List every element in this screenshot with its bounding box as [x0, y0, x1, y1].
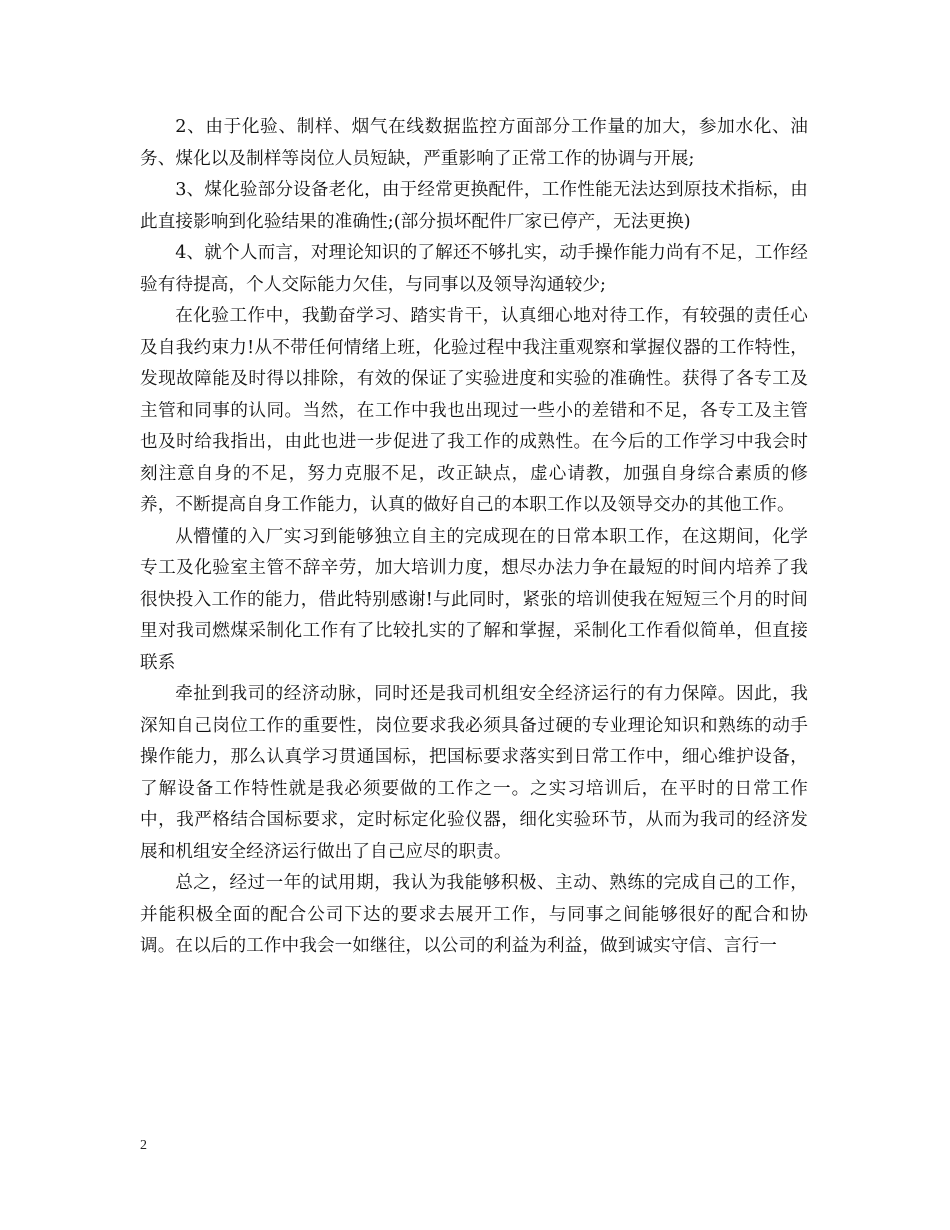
paragraph-2: 3、煤化验部分设备老化，由于经常更换配件，工作性能无法达到原技术指标，由此直接影响到化验结果的准确性;(部分损坏配件厂家已停产，无法更换) — [140, 180, 808, 232]
paragraph-6: 牵扯到我司的经济动脉，同时还是我司机组安全经济运行的有力保障。因此，我深知自己岗位工作的重要性，岗位要求我必须具备过硬的专业理论知识和熟练的动手操作能力，那么认真学习贯通国标，把国标要求落实到日常工作中，细心维护设备，了解设备工作特性就是我必须要做的工作之一。之实习培训后，在平时的日常工作中，我严格结合国标要求，定时标定化验仪器，细化实验环节，从而为我司的经济发展和机组安全经济运行做出了自己应尽的职责。 — [140, 684, 808, 862]
page-number: 2 — [140, 1138, 147, 1153]
paragraph-7: 总之，经过一年的试用期，我认为我能够积极、主动、熟练的完成自己的工作，并能积极全面的配合公司下达的要求去展开工作，与同事之间能够很好的配合和协调。在以后的工作中我会一如继往，以公司的利益为利益，做到诚实守信、言行一 — [140, 873, 808, 956]
paragraph-3: 4、就个人而言，对理论知识的了解还不够扎实，动手操作能力尚有不足，工作经验有待提高，个人交际能力欠佳，与同事以及领导沟通较少; — [140, 243, 808, 295]
document-body — [140, 112, 808, 963]
paragraph-4: 在化验工作中，我勤奋学习、踏实肯干，认真细心地对待工作，有较强的责任心及自我约束力!从不带任何情绪上班，化验过程中我注重观察和掌握仪器的工作特性，发现故障能及时得以排除，有效的保证了实验进度和实验的准确性。获得了各专工及主管和同事的认同。当然，在工作中我也出现过一些小的差错和不足，各专工及主管也及时给我指出，由此也进一步促进了我工作的成熟性。在今后的工作学习中我会时刻注意自身的不足，努力克服不足，改正缺点，虚心请教，加强自身综合素质的修养，不断提高自身工作能力，认真的做好自己的本职工作以及领导交办的其他工作。 — [140, 306, 808, 515]
paragraph-5: 从懵懂的入厂实习到能够独立自主的完成现在的日常本职工作，在这期间，化学专工及化验室主管不辞辛劳，加大培训力度，想尽办法力争在最短的时间内培养了我很快投入工作的能力，借此特别感谢!与此同时，紧张的培训使我在短短三个月的时间里对我司燃煤采制化工作有了比较扎实的了解和掌握，采制化工作看似简单，但直接联系 — [140, 526, 808, 673]
paragraph-1: 2、由于化验、制样、烟气在线数据监控方面部分工作量的加大，参加水化、油务、煤化以及制样等岗位人员短缺，严重影响了正常工作的协调与开展; — [140, 117, 808, 169]
